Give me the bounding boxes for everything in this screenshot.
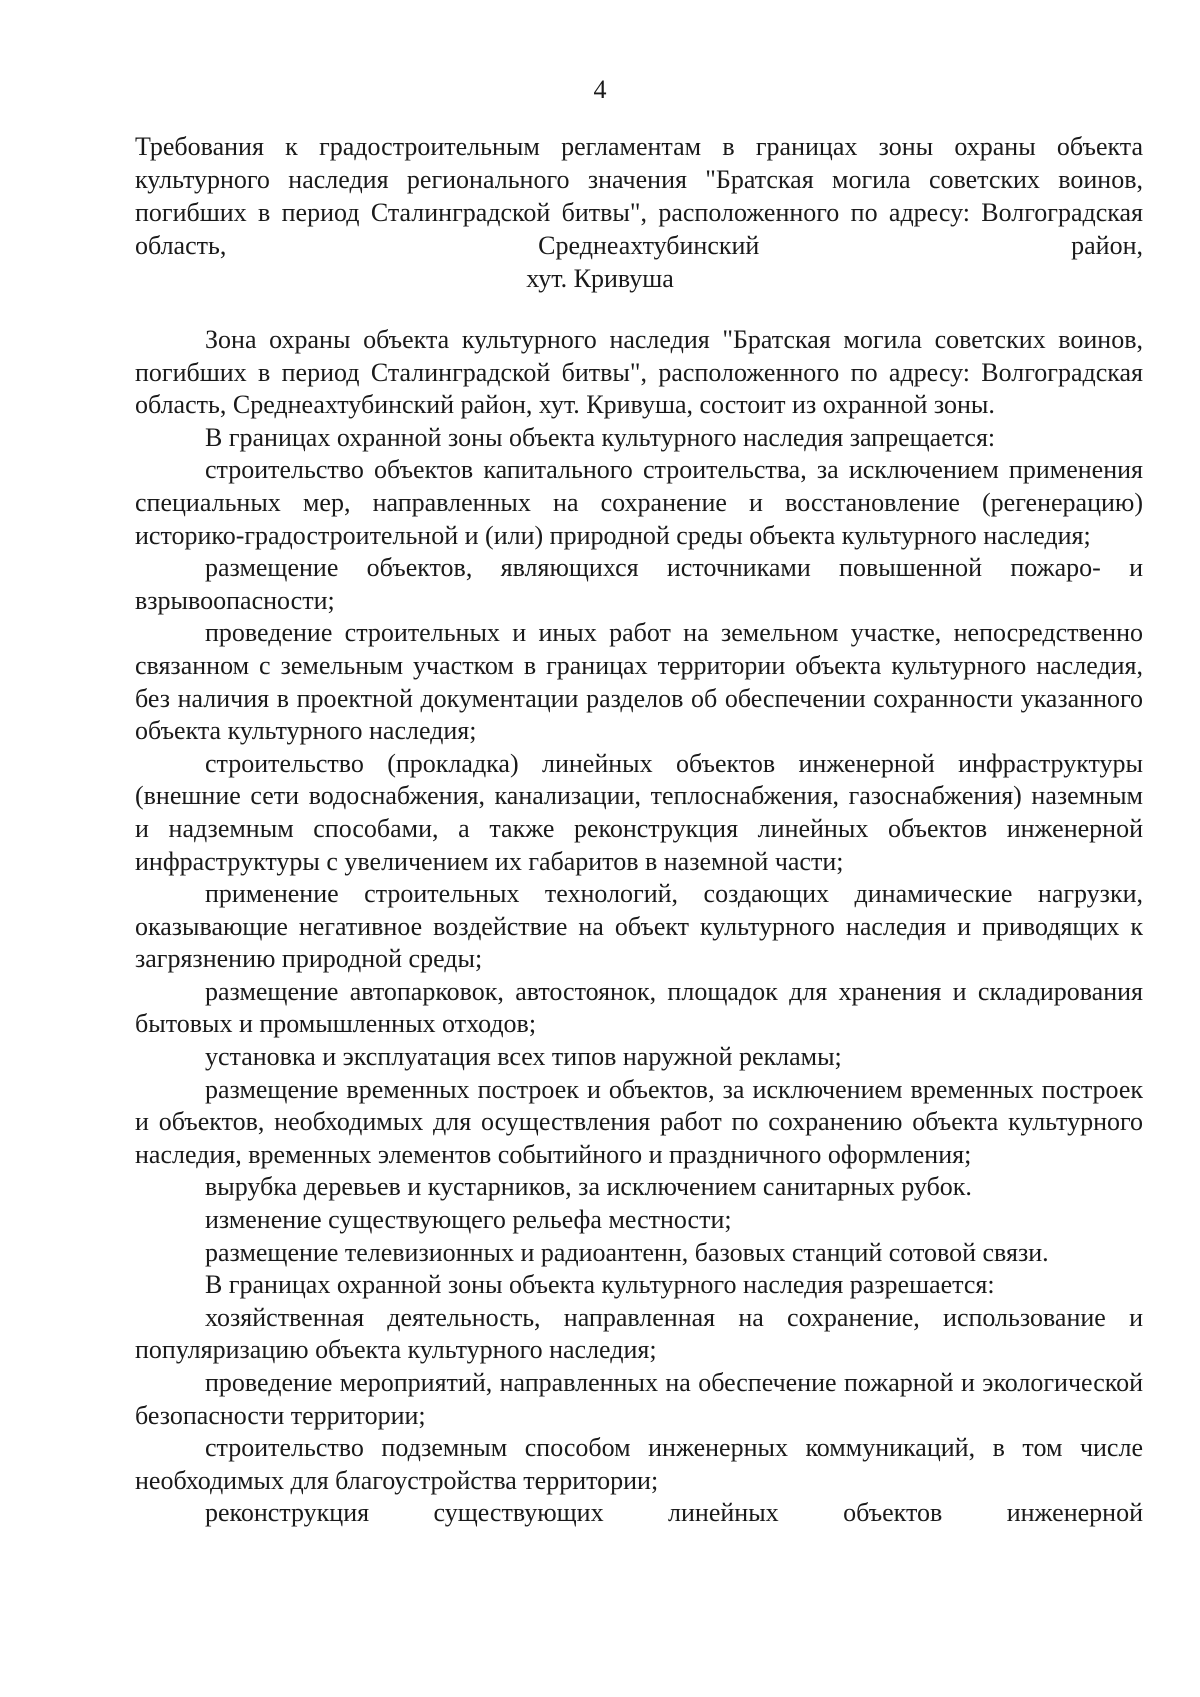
list-item-permitted: хозяйственная деятельность, направленная на сохранение, использование и популяризацию объекта культурного наследия; <box>135 1302 1143 1365</box>
paragraph-permitted-heading: В границах охранной зоны объекта культурного наследия разрешается: <box>205 1270 995 1300</box>
document-body <box>135 324 1143 1530</box>
list-item-prohibited: строительство объектов капитального строительства, за исключением применения специальных мер, направленных на сохранение и восстановление (регенерацию) историко-градостроительной и (или) природной среды объекта культурного наследия; <box>135 455 1143 550</box>
list-item-prohibited: применение строительных технологий, создающих динамические нагрузки, оказывающие негативное воздействие на объект культурного наследия и приводящих к загрязнению природной среды; <box>135 879 1143 974</box>
list-item-prohibited: строительство (прокладка) линейных объектов инженерной инфраструктуры (внешние сети водоснабжения, канализации, теплоснабжения, газоснабжения) наземным и надземным способами, а также реконструкция линейных объектов инженерной инфраструктуры с увеличением их габаритов в наземной части; <box>135 748 1143 876</box>
page-number: 4 <box>593 75 607 104</box>
list-item-prohibited: размещение телевизионных и радиоантенн, базовых станций сотовой связи. <box>205 1237 1049 1267</box>
list-item-permitted: проведение мероприятий, направленных на обеспечение пожарной и экологической безопасности территории; <box>135 1368 1143 1430</box>
list-item-prohibited: размещение автопарковок, автостоянок, площадок для хранения и складирования бытовых и промышленных отходов; <box>135 976 1143 1039</box>
paragraph-zone-composition: Зона охраны объекта культурного наследия "Братская могила советских воинов, погибших в период Сталинградской битвы", расположенного по адресу: Волгоградская область, Среднеахтубинский район, хут. Кривуша, состоит из охранной зоны. <box>135 325 1143 420</box>
document-title-last-line: хут. Кривуша <box>526 264 674 293</box>
list-item-permitted: реконструкция существующих линейных объектов инженерной <box>205 1498 1143 1528</box>
list-item-prohibited: установка и эксплуатация всех типов наружной рекламы; <box>205 1042 842 1072</box>
list-item-prohibited: размещение объектов, являющихся источниками повышенной пожаро- и взрывоопасности; <box>135 553 1143 615</box>
list-item-prohibited: проведение строительных и иных работ на земельном участке, непосредственно связанном с земельным участком в границах территории объекта культурного наследия, без наличия в проектной документации разделов об обеспечении сохранности указанного объекта культурного наследия; <box>135 618 1143 746</box>
list-item-prohibited: вырубка деревьев и кустарников, за исключением санитарных рубок. <box>205 1172 972 1202</box>
list-item-prohibited: размещение временных построек и объектов, за исключением временных построек и объектов, необходимых для осуществления работ по сохранению объекта культурного наследия, временных элементов событийного и праздничного оформления; <box>135 1074 1143 1169</box>
list-item-permitted: строительство подземным способом инженерных коммуникаций, в том числе необходимых для благоустройства территории; <box>135 1433 1143 1495</box>
paragraph-prohibited-heading: В границах охранной зоны объекта культурного наследия запрещается: <box>205 422 996 452</box>
document-title: Требования к градостроительным регламентам в границах зоны охраны объекта культурного наследия регионального значения "Братская могила советских воинов, погибших в период Сталинградской битвы", расположенного по адресу: Волгоградская область, Среднеахтубинский район, <box>135 132 1143 260</box>
list-item-prohibited: изменение существующего рельефа местности; <box>205 1205 732 1235</box>
